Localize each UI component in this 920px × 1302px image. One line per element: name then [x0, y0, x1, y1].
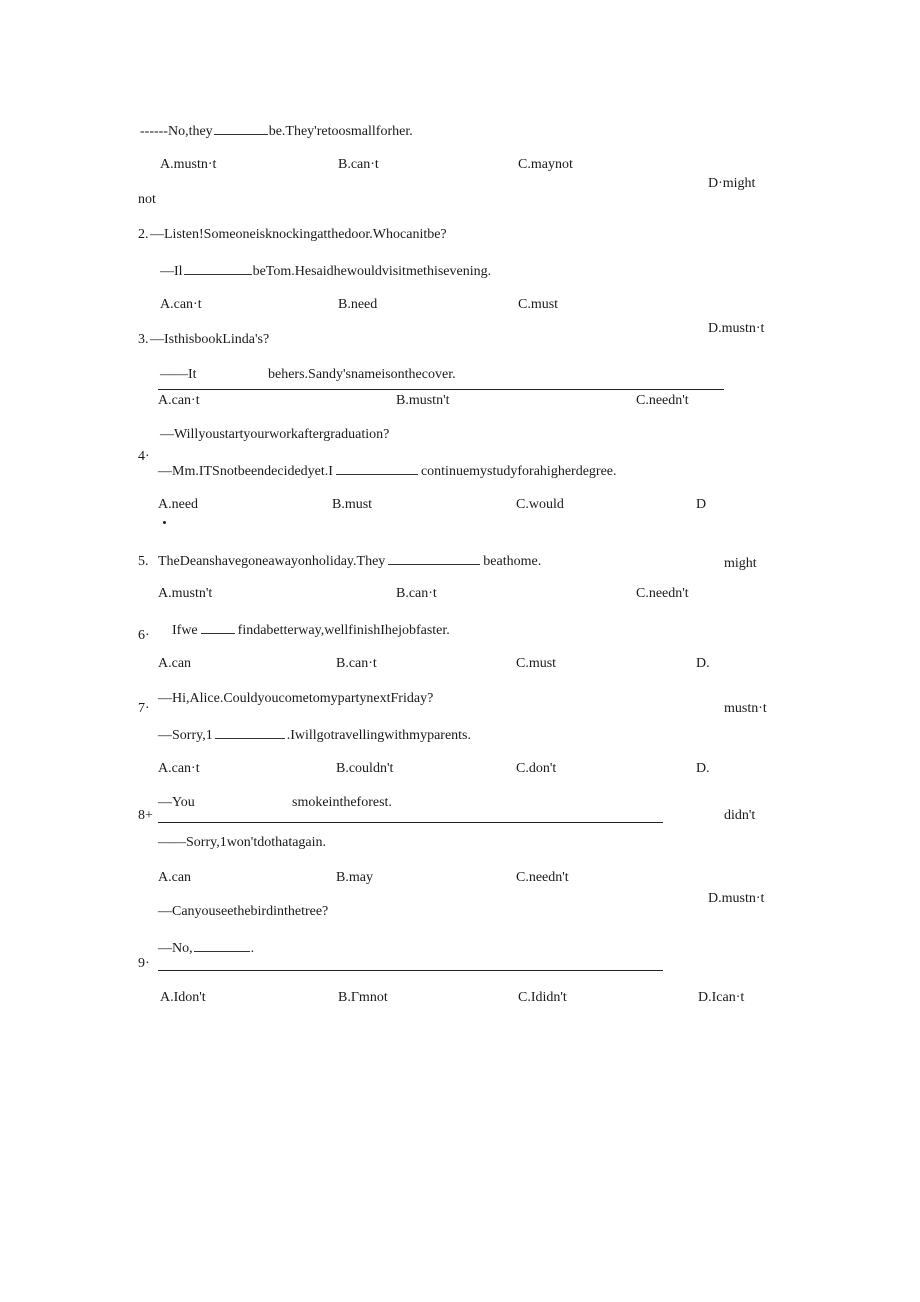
q8-option-a: A.can: [158, 870, 192, 885]
q5-blank: [388, 552, 480, 565]
q6-option-a: A.can: [158, 656, 192, 671]
q8-question-pre: —You: [158, 795, 195, 810]
q1-blank: [214, 122, 268, 135]
q2-option-c: C.must: [518, 297, 559, 312]
q1-answer-pre: ------No,they: [140, 124, 213, 139]
q2-answer-post: beTom.Hesaidhewouldvisitmethisevening.: [252, 264, 492, 279]
q2-answer-line: [160, 262, 491, 280]
q3-option-b: B.mustn't: [396, 393, 450, 408]
q4-answer-line: [158, 462, 617, 480]
q5-option-a: A.mustn't: [158, 586, 213, 601]
q9-answer-pre: —No,: [158, 941, 193, 956]
q6-blank: [201, 621, 235, 634]
q2-option-d: D.mustn·t: [708, 321, 765, 336]
q3-rule: [158, 389, 724, 390]
q5-option-b: B.can·t: [396, 586, 437, 601]
q9-option-b: B.Γmnot: [338, 990, 388, 1005]
q9-option-d: D.Ican·t: [698, 990, 745, 1005]
q2-option-b: B.need: [338, 297, 378, 312]
q1-answer-line: [140, 122, 413, 140]
q5-question: [158, 552, 541, 570]
q4-blank: [336, 462, 418, 475]
q5-question-pre: TheDeanshavegoneawayonholiday.They: [158, 554, 386, 569]
q8-option-b: B.may: [336, 870, 373, 885]
q5-option-c: C.needn't: [636, 586, 689, 601]
q1-option-d-cont: not: [138, 192, 156, 207]
q8-number: 8+: [138, 808, 153, 823]
q4-question: —Willyoustartyourworkaftergraduation?: [160, 427, 390, 442]
q9-blank: [194, 939, 250, 952]
q8-option-d: D.mustn·t: [708, 891, 765, 906]
q1-answer-post: be.They'retoosmallforher.: [268, 124, 413, 139]
q6-option-b: B.can·t: [336, 656, 377, 671]
q1-option-a: A.mustn·t: [160, 157, 217, 172]
q7-option-c: C.don't: [516, 761, 557, 776]
q7-number: 7·: [138, 701, 150, 716]
q4-option-b: B.must: [332, 497, 373, 512]
q4-option-c: C.would: [516, 497, 564, 512]
q7-question: —Hi,Alice.CouldyoucometomypartynextFriday?: [158, 691, 434, 706]
q8-reply: ——Sorry,1won'tdothatagain.: [158, 835, 327, 850]
q6-option-d: D.: [696, 656, 710, 671]
q6-question: [172, 621, 450, 639]
q6-question-pre: Ifwe: [172, 623, 198, 638]
q3-option-c: C.needn't: [636, 393, 689, 408]
q7-option-a: A.can·t: [158, 761, 200, 776]
q6-number: 6·: [138, 628, 150, 643]
q3-answer-post: behers.Sandy'snameisonthecover.: [268, 367, 456, 382]
q8-side-text: didn't: [724, 808, 756, 823]
q9-rule: [158, 970, 663, 971]
q6-question-post: findabetterway,wellfinishIhejobfaster.: [237, 623, 450, 638]
q8-rule: [158, 822, 663, 823]
q3-number: 3.: [138, 332, 149, 347]
q7-side-text: mustn·t: [724, 701, 767, 716]
q4-number: 4·: [138, 449, 150, 464]
q5-side-text: might: [724, 556, 757, 571]
q7-answer-post: .Iwillgotravellingwithmyparents.: [286, 728, 471, 743]
q4-option-a: A.need: [158, 497, 199, 512]
q2-question: —Listen!Someoneisknockingatthedoor.Whocanitbe?: [150, 227, 447, 242]
q5-number: 5.: [138, 554, 149, 569]
q7-answer-line: [158, 726, 471, 744]
q4-option-d: D: [696, 497, 707, 512]
q7-option-b: B.couldn't: [336, 761, 394, 776]
q1-option-d: D·might: [708, 176, 756, 191]
q3-option-a: A.can·t: [158, 393, 200, 408]
q9-number: 9·: [138, 956, 150, 971]
q2-number: 2.: [138, 227, 149, 242]
q4-answer-post: continuemystudyforahigherdegree.: [420, 464, 617, 479]
q8-option-c: C.needn't: [516, 870, 569, 885]
q9-answer-line: [158, 939, 254, 957]
bullet-dot: [163, 521, 166, 524]
q8-question-post: smokeintheforest.: [292, 795, 392, 810]
q5-question-post: beathome.: [483, 554, 542, 569]
q7-blank: [215, 726, 285, 739]
q4-answer-pre: —Mm.ITSnotbeendecidedyet.I: [158, 464, 333, 479]
q7-option-d: D.: [696, 761, 710, 776]
q9-answer-post: .: [250, 941, 255, 956]
q2-blank: [184, 262, 252, 275]
q2-option-a: A.can·t: [160, 297, 202, 312]
q6-option-c: C.must: [516, 656, 557, 671]
q1-option-b: B.can·t: [338, 157, 379, 172]
q2-answer-pre: —Il: [160, 264, 183, 279]
q3-question: —IsthisbookLinda's?: [150, 332, 270, 347]
q9-option-a: A.Idon't: [160, 990, 206, 1005]
q1-option-c: C.maynot: [518, 157, 573, 172]
q9-question: —Canyouseethebirdinthetree?: [158, 904, 329, 919]
q7-answer-pre: —Sorry,1: [158, 728, 213, 743]
q3-answer-pre: ——It: [160, 367, 197, 382]
q9-option-c: C.Ididn't: [518, 990, 567, 1005]
